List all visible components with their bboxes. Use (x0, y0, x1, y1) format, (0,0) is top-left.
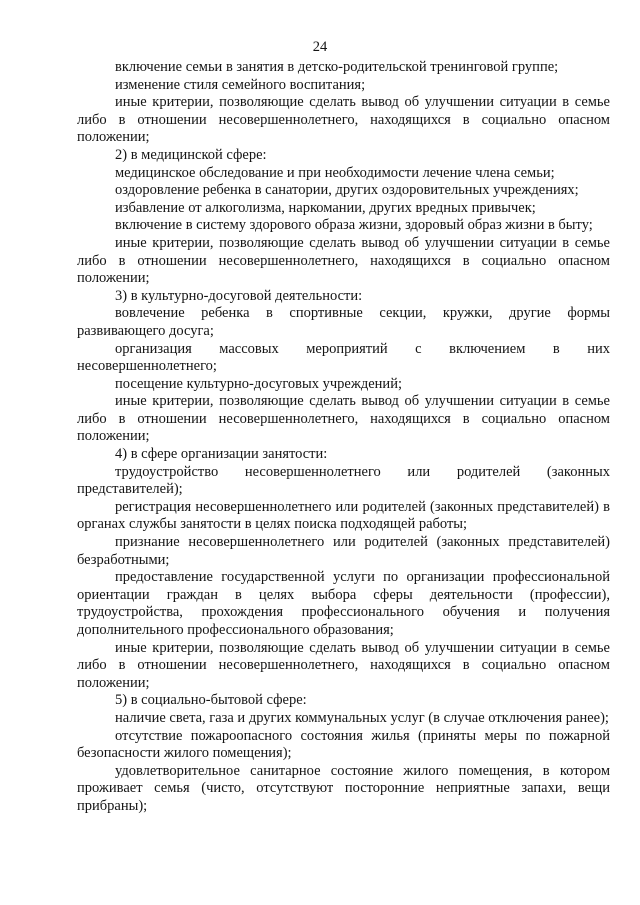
paragraph: удовлетворительное санитарное состояние жилого помещения, в котором проживает семья (чисто, отсутствуют посторонние неприятные запахи, вещи прибраны); (77, 762, 610, 814)
paragraph: регистрация несовершеннолетнего или родителей (законных представителей) в органах службы занятости в целях поиска подходящей работы; (77, 498, 610, 533)
paragraph: избавление от алкоголизма, наркомании, других вредных привычек; (115, 199, 536, 216)
paragraph: изменение стиля семейного воспитания; (115, 76, 366, 93)
paragraph: включение в систему здорового образа жизни, здоровый образ жизни в быту; (115, 217, 593, 234)
paragraph: организация массовых мероприятий с включением в них несовершеннолетнего; (77, 340, 610, 375)
paragraph: посещение культурно-досуговых учреждений; (115, 375, 402, 392)
paragraph: наличие света, газа и других коммунальных услуг (в случае отключения ранее); (115, 709, 609, 726)
document-body (77, 59, 610, 816)
paragraph: включение семьи в занятия в детско-родительской тренинговой группе; (115, 59, 559, 75)
paragraph: иные критерии, позволяющие сделать вывод об улучшении ситуации в семье либо в отношении несовершеннолетнего, находящихся в социально опасном положении; (77, 234, 610, 287)
paragraph: признание несовершеннолетнего или родителей (законных представителей) безработными; (77, 534, 610, 568)
paragraph: иные критерии, позволяющие сделать вывод об улучшении ситуации в семье либо в отношении несовершеннолетнего, находящихся в социально опасном положении; (77, 393, 610, 445)
section-heading: 2) в медицинской сфере: (115, 146, 267, 163)
section-heading: 3) в культурно-досуговой деятельности: (115, 287, 363, 304)
paragraph: вовлечение ребенка в спортивные секции, кружки, другие формы развивающего досуга; (77, 305, 610, 339)
paragraph: оздоровление ребенка в санатории, других оздоровительных учреждениях; (115, 182, 579, 199)
section-heading: 4) в сфере организации занятости: (115, 446, 328, 463)
page-number: 24 (312, 39, 328, 55)
paragraph: предоставление государственной услуги по организации профессиональной ориентации граждан в целях выбора сферы деятельности (профессии), трудоустройства, прохождения профессионального обучения и получения дополнительного профессионального образования; (77, 569, 610, 638)
paragraph: иные критерии, позволяющие сделать вывод об улучшении ситуации в семье либо в отношении несовершеннолетнего, находящихся в социально опасном положении; (77, 639, 610, 691)
paragraph: медицинское обследование и при необходимости лечение члена семьи; (115, 164, 555, 181)
paragraph: трудоустройство несовершеннолетнего или родителей (законных представителей); (77, 463, 610, 498)
paragraph: иные критерии, позволяющие сделать вывод об улучшении ситуации в семье либо в отношении несовершеннолетнего, находящихся в социально опасном положении; (77, 94, 610, 146)
section-heading: 5) в социально-бытовой сфере: (115, 692, 307, 709)
paragraph: отсутствие пожароопасного состояния жилья (приняты меры по пожарной безопасности жилого помещения); (77, 727, 610, 762)
